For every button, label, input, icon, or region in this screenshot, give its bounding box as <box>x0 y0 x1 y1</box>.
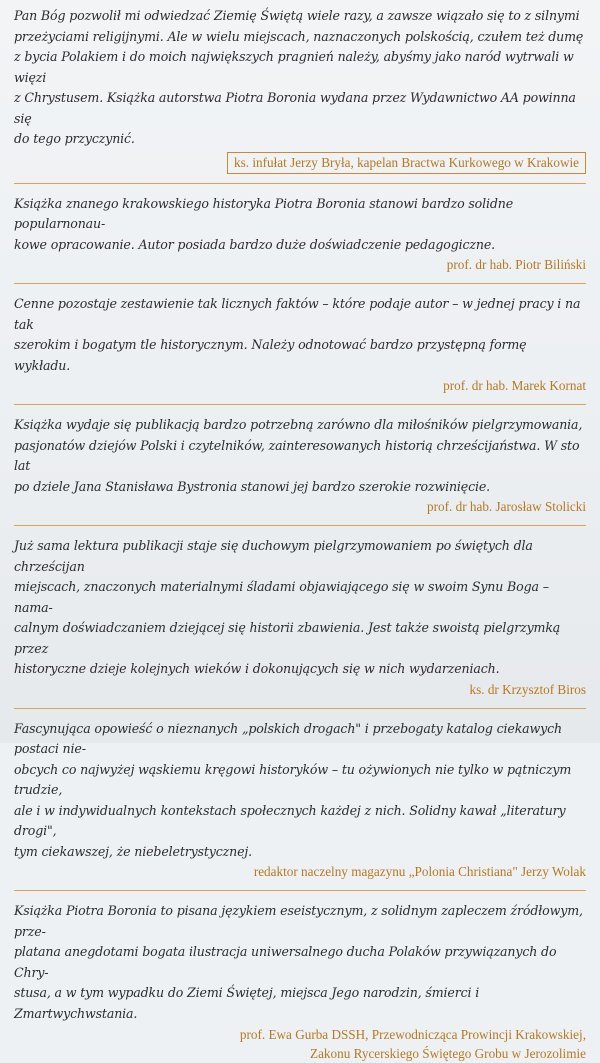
quote-line: Książka znanego krakowskiego historyka Piotra Boronia stanowi bardzo solidne popularnonau- <box>14 195 514 231</box>
review-quote <box>14 536 586 680</box>
review-quote <box>14 194 586 256</box>
author-line: prof. Ewa Gurba DSSH, Przewodnicząca Prowincji Krakowskiej, <box>239 1027 586 1042</box>
quote-line: Fascynująca opowieść o nieznanych „polskich drogach" i przebogaty katalog ciekawych postaci nie- <box>14 720 562 756</box>
quote-line: tym ciekawszej, że niebeletrystycznej. <box>14 843 253 859</box>
quote-line: miejscach, znaczonych materialnymi śladami objawiającego się w swoim Synu Boga – nama- <box>14 579 549 615</box>
quote-line: po dziele Jana Stanisława Bystronia stanowi jej bardzo szerokie rozwinięcie. <box>14 478 491 494</box>
divider <box>14 708 586 709</box>
divider <box>14 890 586 891</box>
quote-line: stusa, a w tym wypadku do Ziemi Świętej, miejsca Jego narodzin, śmierci i Zmartwychwstania. <box>14 985 480 1021</box>
review-quote <box>14 415 586 497</box>
quote-line: kowe opracowanie. Autor posiada bardzo duże doświadczenie pedagogiczne. <box>14 236 496 252</box>
review-author <box>14 1025 586 1063</box>
quote-line: obcych co najwyżej wąskiemu kręgowi historyków – tu ożywionych nie tylko w pątniczym trudzie, <box>14 761 572 797</box>
quote-line: ale i w indywidualnych kontekstach społecznych każdej z nich. Solidny kawał „literatury drogi", <box>14 802 566 838</box>
review-author: prof. dr hab. Marek Kornat <box>443 378 586 393</box>
review-author: ks. infułat Jerzy Bryła, kapelan Bractwa Kurkowego w Krakowie <box>227 152 586 174</box>
quote-line: przeżyciami religijnymi. Ale w wielu miejscach, naznaczonych polskością, czułem też dumę <box>14 28 584 44</box>
author-line: Zakonu Rycerskiego Świętego Grobu w Jerozolimie <box>310 1046 586 1061</box>
quote-line: calnym doświadczaniem dziejącej się historii zbawienia. Jest także swoistą pielgrzymką przez <box>14 620 561 656</box>
review-stolicki <box>14 415 586 516</box>
quote-line: do tego przyczynić. <box>14 131 135 146</box>
review-author: prof. dr hab. Piotr Biliński <box>446 257 586 272</box>
review-quote <box>14 901 586 1024</box>
quote-line: Już sama lektura publikacji staje się duchowym pielgrzymowaniem po świętych dla chrześcijan <box>14 538 533 574</box>
quote-line: z Chrystusem. Książka autorstwa Piotra Boronia wydana przez Wydawnictwo AA powinna się <box>14 90 576 126</box>
quote-line: platana anegdotami bogata ilustracja uniwersalnego ducha Polaków przywiązanych do Chry- <box>14 944 557 980</box>
quote-line: z bycia Polakiem i do moich największych pragnień należy, abyśmy jako naród wytrwali w więzi <box>14 49 574 85</box>
quote-line: historyczne dzieje kolejnych wieków i dokonujących się w nich wydarzeniach. <box>14 661 500 676</box>
review-quote <box>14 294 586 376</box>
divider <box>14 525 586 526</box>
review-quote <box>14 6 586 150</box>
review-bryla <box>14 6 586 174</box>
divider <box>14 183 586 184</box>
review-biros <box>14 536 586 699</box>
review-author: redaktor naczelny magazynu „Polonia Christiana" Jerzy Wolak <box>253 864 586 879</box>
quote-line: Cenne pozostaje zestawienie tak licznych faktów – które podaje autor – w jednej pracy i na tak <box>14 296 581 332</box>
divider <box>14 404 586 405</box>
divider <box>14 283 586 284</box>
review-gurba <box>14 901 586 1063</box>
quote-line: szerokim i bogatym tle historycznym. Należy odnotować bardzo przystępną formę wykładu. <box>14 337 527 373</box>
review-author: ks. dr Krzysztof Biros <box>469 681 586 697</box>
quote-line: Pan Bóg pozwolił mi odwiedzać Ziemię Świętą wiele razy, a zawsze wiązało się to z silnymi <box>14 8 580 23</box>
review-author: prof. dr hab. Jarosław Stolicki <box>427 499 586 514</box>
review-kornat <box>14 294 586 395</box>
review-quote <box>14 719 586 863</box>
quote-line: Książka Piotra Boronia to pisana językiem eseistycznym, z solidnym zapleczem źródłowym, prze- <box>14 903 583 939</box>
quote-line: pasjonatów dziejów Polski i czytelników, zainteresowanych historią chrześcijaństwa. W sto lat <box>14 437 580 473</box>
review-bilinski <box>14 194 586 275</box>
quote-line: Książka wydaje się publikacją bardzo potrzebną zarówno dla miłośników pielgrzymowania, <box>14 417 583 432</box>
